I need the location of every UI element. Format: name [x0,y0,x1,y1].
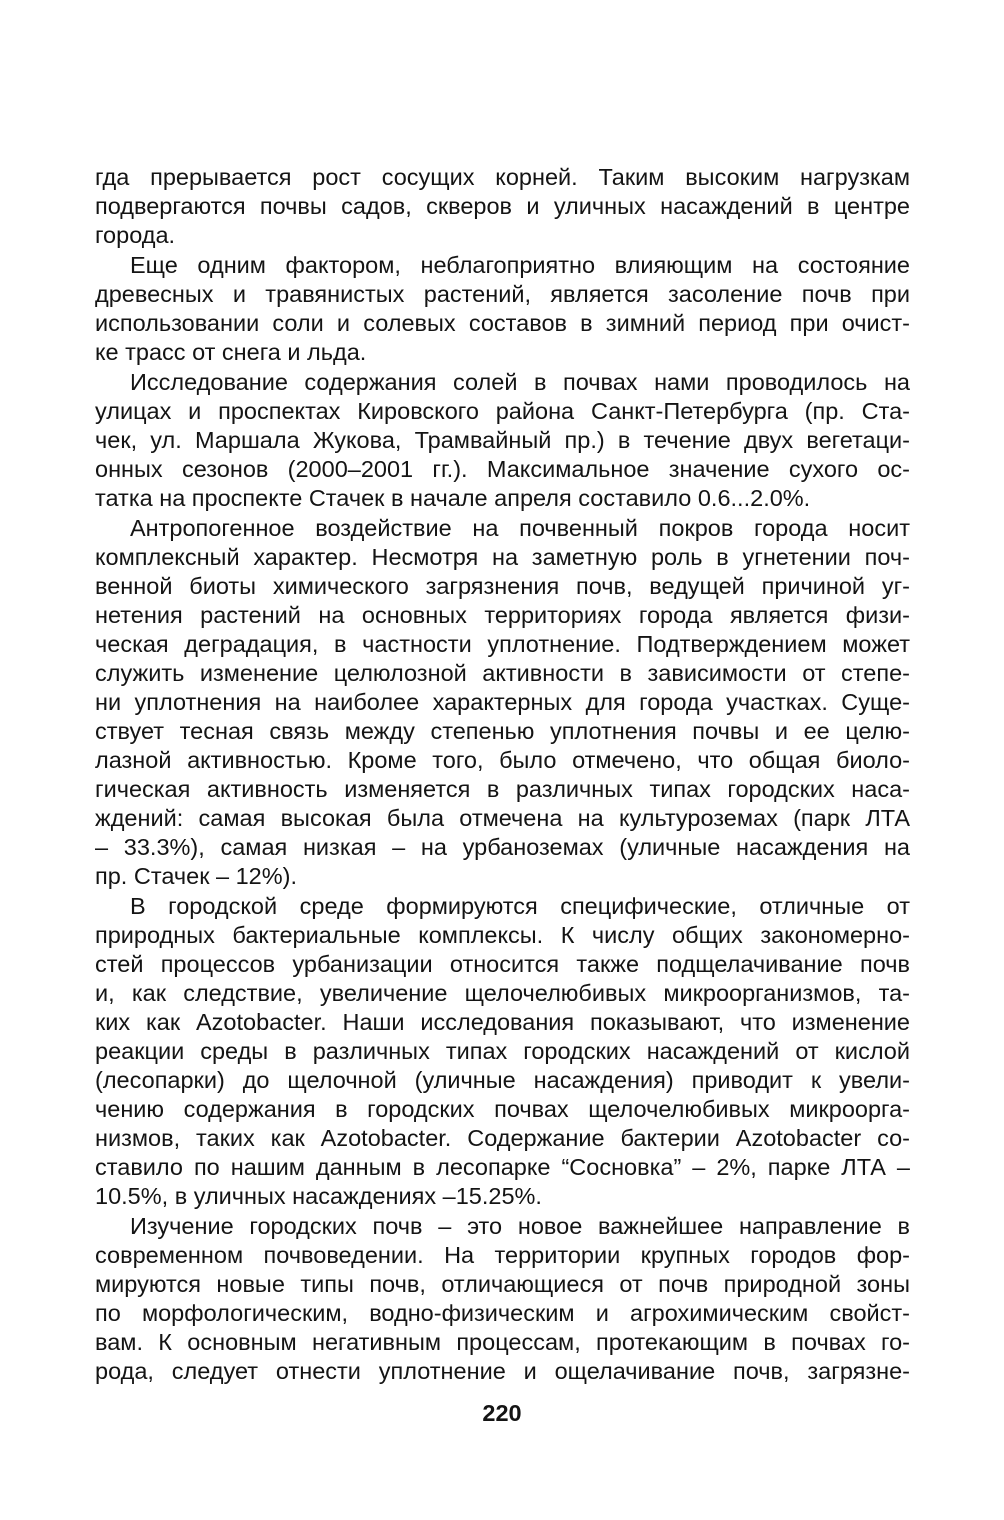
text-line: природных бактериальные комплексы. К числу общих закономерно- [95,922,910,948]
text-line: чению содержания в городских почвах щелочелюбивых микроорга- [95,1096,910,1122]
text-line: нетения растений на основных территориях города является физи- [95,602,910,628]
text-line: лазной активностью. Кроме того, было отмечено, что общая биоло- [95,747,910,773]
text-line: Изучение городских почв – это новое важнейшее направление в [130,1213,910,1239]
text-line: мируются новые типы почв, отличающиеся от почв природной зоны [95,1271,910,1297]
text-line: стей процессов урбанизации относится также подщелачивание почв [95,951,910,977]
text-line: улицах и проспектах Кировского района Санкт-Петербурга (пр. Ста- [95,398,910,424]
text-line: служить изменение целюлозной активности в зависимости от степе- [95,660,910,686]
text-line: вам. К основным негативным процессам, протекающим в почвах го- [95,1329,910,1355]
text-line: Еще одним фактором, неблагоприятно влияющим на состояние [130,252,910,278]
page-number: 220 [482,1400,522,1426]
text-line: Исследование содержания солей в почвах нами проводилось на [130,369,910,395]
text-line: В городской среде формируются специфические, отличные от [130,893,910,919]
text-line: чек, ул. Маршала Жукова, Трамвайный пр.) в течение двух вегетаци- [95,427,910,453]
text-line: гда прерывается рост сосущих корней. Таким высоким нагрузкам [95,164,910,190]
text-line: Антропогенное воздействие на почвенный покров города носит [130,515,910,541]
text-line: ни уплотнения на наиболее характерных для города участках. Суще- [95,689,910,715]
text-line: современном почвоведении. На территории крупных городов фор- [95,1242,910,1268]
text-line: ставило по нашим данным в лесопарке “Сосновка” – 2%, парке ЛТА – [95,1154,910,1180]
text-line: древесных и травянистых растений, является засоление почв при [95,281,910,307]
text-line: комплексный характер. Несмотря на заметную роль в угнетении поч- [95,544,910,570]
text-line: ких как Azotobacter. Наши исследования показывают, что изменение [95,1009,910,1035]
text-line: ждений: самая высокая была отмечена на культуроземах (парк ЛТА [95,805,910,831]
text-line: 10.5%, в уличных насаждениях –15.25%. [95,1183,542,1209]
text-line: ствует тесная связь между степенью уплотнения почвы и ее целю- [95,718,910,744]
text-line: пр. Стачек – 12%). [95,863,297,889]
text-line: подвергаются почвы садов, скверов и уличных насаждений в центре [95,193,910,219]
text-line: онных сезонов (2000–2001 гг.). Максимальное значение сухого ос- [95,456,910,482]
text-line: – 33.3%), самая низкая – на урбаноземах (уличные насаждения на [95,834,910,860]
text-line: и, как следствие, увеличение щелочелюбивых микроорганизмов, та- [95,980,910,1006]
text-line: по морфологическим, водно-физическим и агрохимическим свойст- [95,1300,910,1326]
text-line: города. [95,222,176,248]
text-line: ческая деградация, в частности уплотнение. Подтверждением может [95,631,910,657]
text-line: гическая активность изменяется в различных типах городских наса- [95,776,910,802]
text-line: ке трасс от снега и льда. [95,339,367,365]
text-line: рода, следует отнести уплотнение и ощелачивание почв, загрязне- [95,1358,910,1384]
text-line: венной биоты химического загрязнения почв, ведущей причиной уг- [95,573,910,599]
text-line: татка на проспекте Стачек в начале апреля составило 0.6...2.0%. [95,485,811,511]
text-line: реакции среды в различных типах городских насаждений от кислой [95,1038,910,1064]
text-line: (лесопарки) до щелочной (уличные насаждения) приводит к увели- [95,1067,910,1093]
text-line: использовании соли и солевых составов в зимний период при очист- [95,310,910,336]
text-line: низмов, таких как Azotobacter. Содержание бактерии Azotobacter со- [95,1125,910,1151]
